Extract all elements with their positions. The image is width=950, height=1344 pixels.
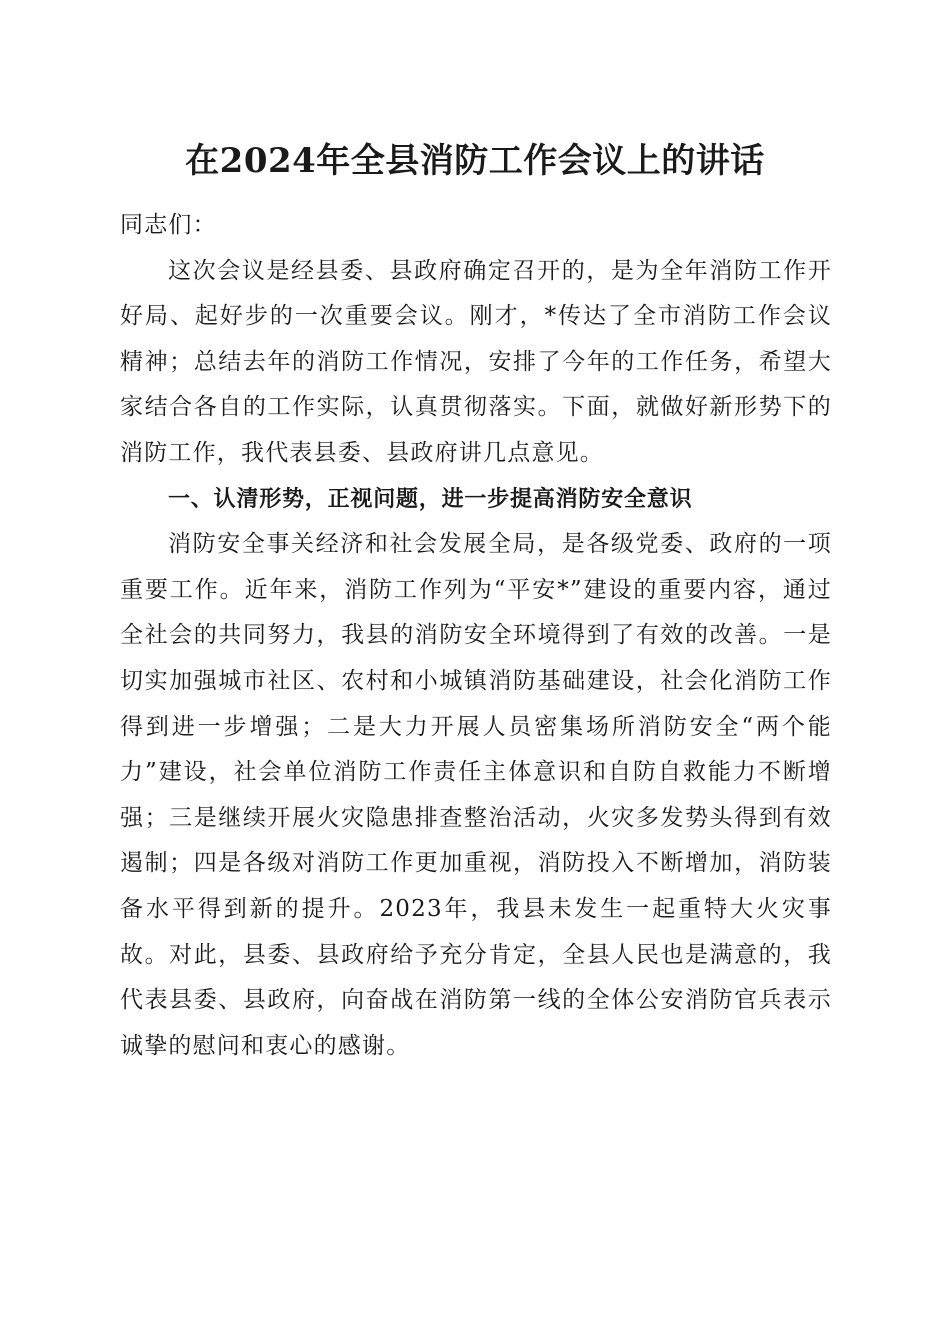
- section-one-paragraph: 消防安全事关经济和社会发展全局，是各级党委、政府的一项重要工作。近年来，消防工作列为“平安*”建设的重要内容，通过全社会的共同努力，我县的消防安全环境得到了有效的改善。一是切实加强城市社区、农村和小城镇消防基础建设，社会化消防工作得到进一步增强；二是大力开展人员密集场所消防安全“两个能力”建设，社会单位消防工作责任主体意识和自防自救能力不断增强；三是继续开展火灾隐患排查整治活动，火灾多发势头得到有效遏制；四是各级对消防工作更加重视，消防投入不断增加，消防装备水平得到新的提升。2023年，我县未发生一起重特大火灾事故。对此，县委、县政府给予充分肯定，全县人民也是满意的，我代表县委、县政府，向奋战在消防第一线的全体公安消防官兵表示诚挚的慰问和衷心的感谢。: [120, 531, 832, 1059]
- document-body: [120, 203, 832, 1069]
- section-one-heading: 一、认清形势，正视问题，进一步提高消防安全意识: [168, 486, 693, 512]
- salutation: 同志们：: [120, 212, 217, 238]
- intro-paragraph: 这次会议是经县委、县政府确定召开的，是为全年消防工作开好局、起好步的一次重要会议。刚才，*传达了全市消防工作会议精神；总结去年的消防工作情况，安排了今年的工作任务，希望大家结合各自的工作实际，认真贯彻落实。下面，就做好新形势下的消防工作，我代表县委、县政府讲几点意见。: [120, 257, 832, 466]
- document-title: 在2024年全县消防工作会议上的讲话: [185, 141, 765, 181]
